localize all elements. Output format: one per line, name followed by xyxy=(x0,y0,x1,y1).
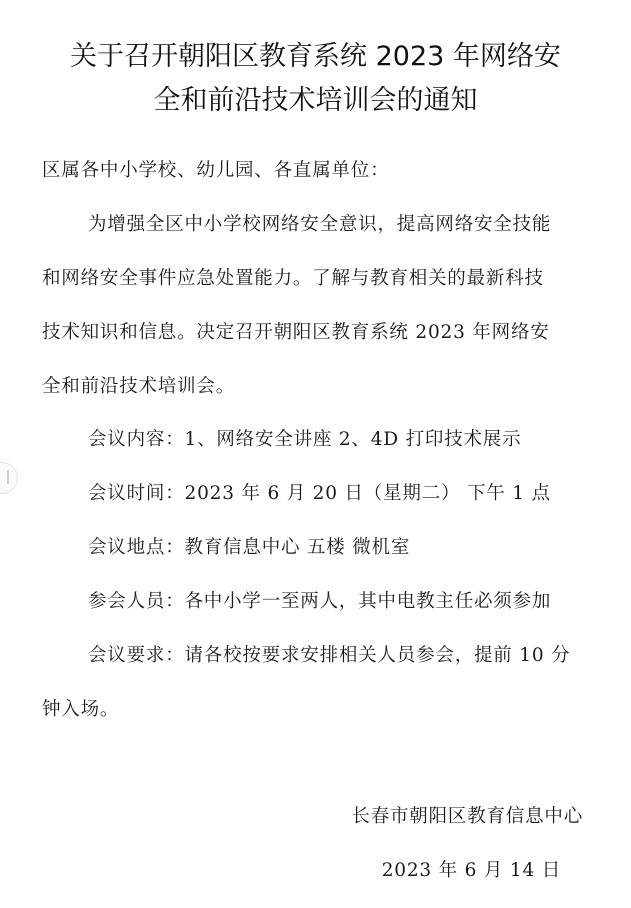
salutation: 区属各中小学校、幼儿园、各直属单位： xyxy=(42,160,390,181)
paragraph-line: 技术知识和信息。决定召开朝阳区教育系统 2023 年网络安 xyxy=(42,322,550,343)
paragraph-line: 全和前沿技术培训会。 xyxy=(42,376,236,397)
document-title-line-2: 全和前沿技术培训会的通知 xyxy=(153,85,478,116)
signature-organization: 长春市朝阳区教育信息中心 xyxy=(351,806,583,827)
scroll-edge-handle[interactable] xyxy=(0,462,18,494)
meeting-time: 会议时间：2023 年 6 月 20 日（星期二） 下午 1 点 xyxy=(88,483,551,504)
meeting-requirements: 会议要求：请各校按要求安排相关人员参会，提前 10 分 xyxy=(88,645,571,666)
document-title-line-1: 关于召开朝阳区教育系统 2023 年网络安 xyxy=(70,41,561,72)
signature-date: 2023 年 6 月 14 日 xyxy=(381,860,561,881)
meeting-participants: 参会人员：各中小学一至两人，其中电教主任必须参加 xyxy=(88,591,552,612)
meeting-location: 会议地点：教育信息中心 五楼 微机室 xyxy=(88,537,411,558)
paragraph-line: 和网络安全事件应急处置能力。了解与教育相关的最新科技 xyxy=(42,268,544,289)
meeting-requirements-continued: 钟入场。 xyxy=(42,699,120,720)
meeting-content: 会议内容：1、网络安全讲座 2、4D 打印技术展示 xyxy=(88,429,522,450)
paragraph-line: 为增强全区中小学校网络安全意识，提高网络安全技能 xyxy=(88,214,552,235)
